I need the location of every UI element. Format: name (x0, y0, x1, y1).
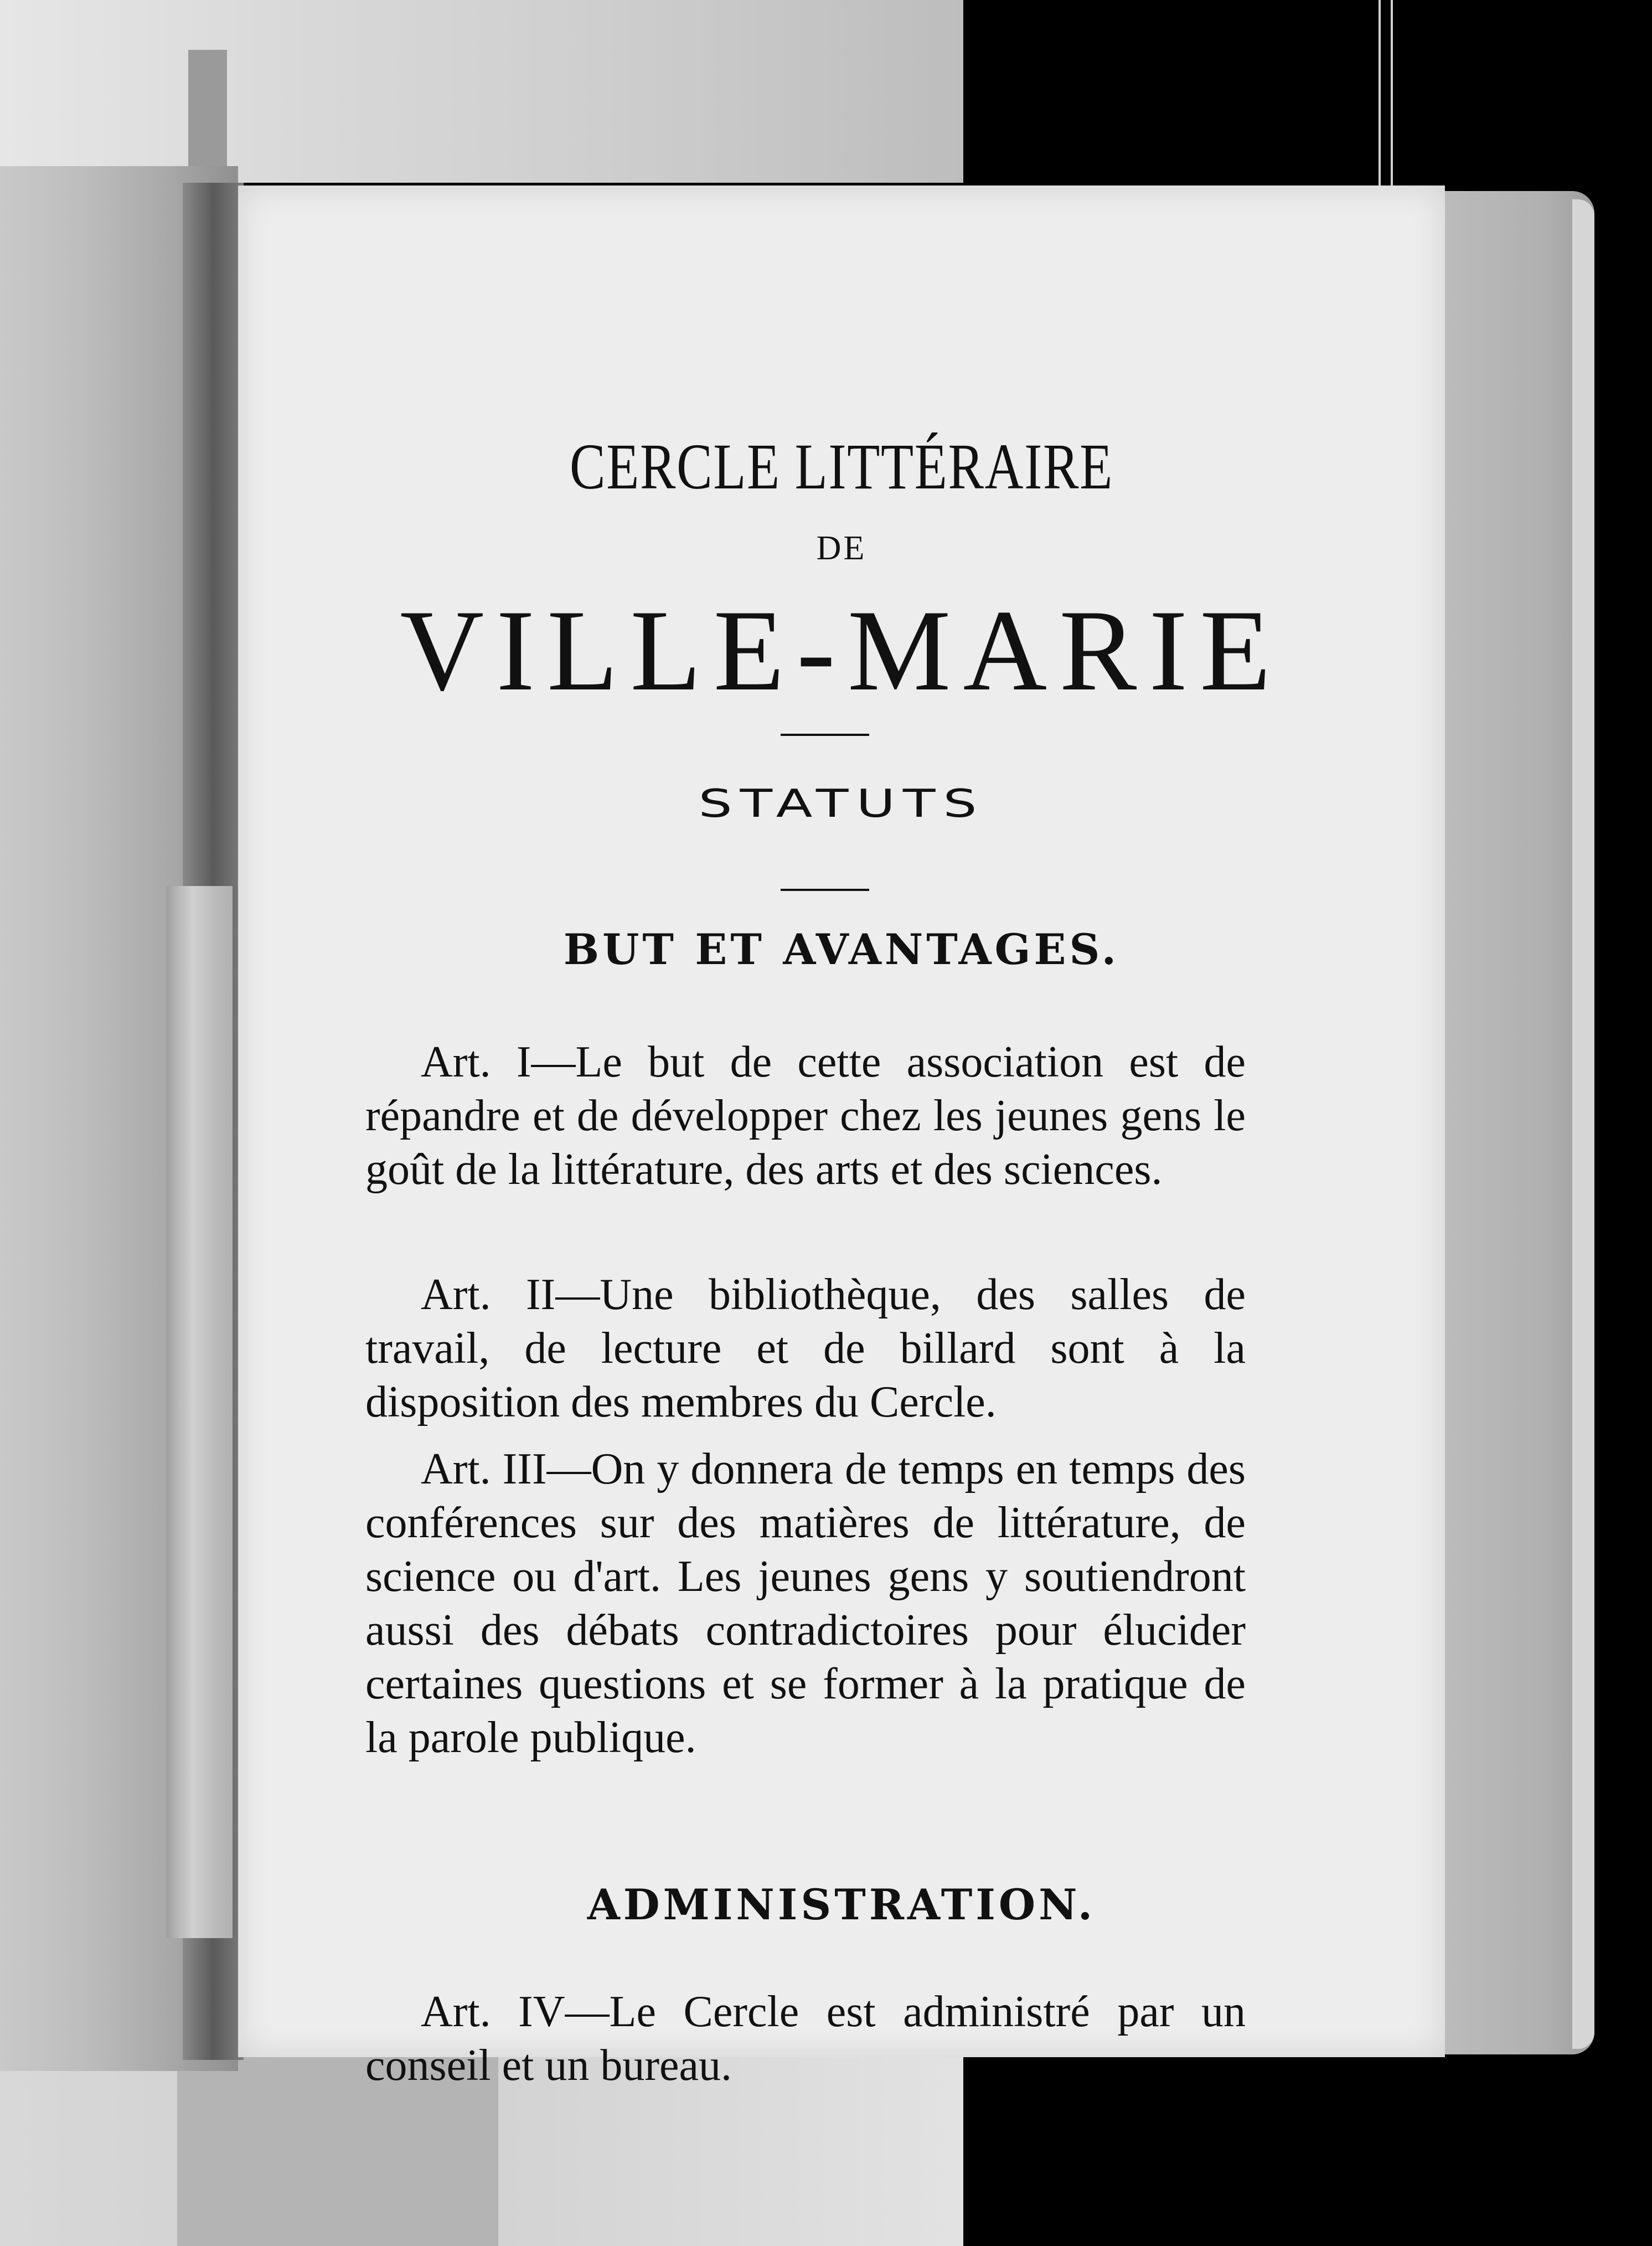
section-heading-but: BUT ET AVANTAGES. (563, 925, 1120, 974)
divider-rule (781, 889, 869, 891)
top-scan-strip (0, 0, 963, 183)
page-edge-inner (1572, 199, 1594, 2049)
title-ville-marie: VILLE-MARIE (400, 586, 1283, 715)
binding-tear (166, 886, 233, 1938)
article-4: Art. IV—Le Cercle est administré par un conseil et un bureau. (365, 1987, 1246, 2090)
section-heading-administration: ADMINISTRATION. (587, 1880, 1096, 1929)
article-2: Art. II—Une bibliothèque, des salles de travail, de lecture et de billard sont à la disposition des membres du Cercle. (365, 1270, 1246, 1426)
article-3: Art. III—On y donnera de temps en temps des conférences sur des matières de littérature, de science ou d'art. Les jeunes gens y soutiendront aussi des débats contradictoires pour élucider certaines questions et se former à la pratique de la parole publique. (365, 1445, 1246, 1762)
divider-rule (781, 734, 869, 736)
article-1: Art. I—Le but de cette association est de répandre et de développer chez les jeunes gens le goût de la littérature, des arts et des sciences. (365, 1038, 1246, 1194)
document-page (238, 186, 1445, 2090)
top-binding-shadow (188, 50, 227, 183)
subtitle-statuts: STATUTS (698, 781, 985, 826)
page-edge-stack (1428, 191, 1594, 2054)
title-cercle: CERCLE LITTÉRAIRE (570, 430, 1113, 503)
title-de: DE (816, 529, 867, 567)
